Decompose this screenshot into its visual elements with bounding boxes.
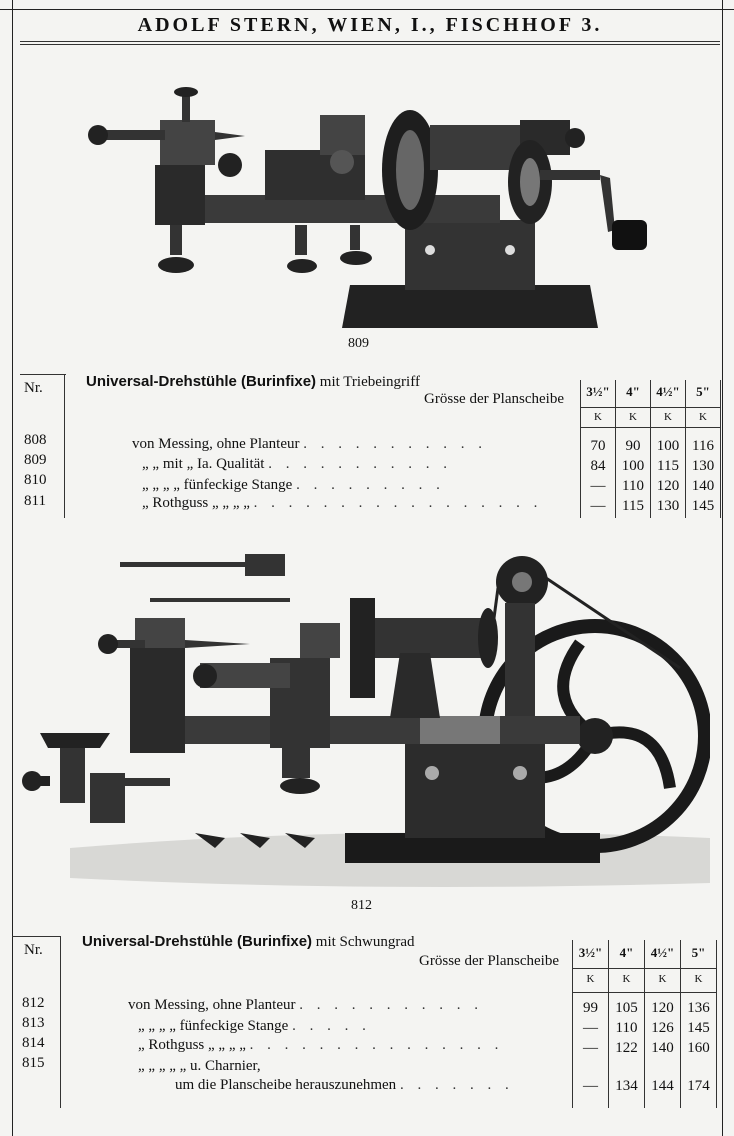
price-cell: 145 <box>687 1020 710 1036</box>
price-cell: — <box>590 478 606 494</box>
size-header: 3½" <box>578 945 603 960</box>
table2-nr: 813 <box>22 1015 45 1031</box>
leader-dots: . . . . . . . . . . . <box>303 436 487 452</box>
lathe-809-illustration <box>80 70 660 335</box>
size-header: 4½" <box>656 384 680 399</box>
price-cell: 145 <box>691 498 715 514</box>
price-column <box>573 940 609 1108</box>
leader-dots: . . . . . . . . . . . . . . . . . <box>253 495 543 511</box>
lathe-812-illustration <box>20 548 710 898</box>
left-border <box>12 0 13 1136</box>
table2-title <box>82 933 415 951</box>
table1-nr-header: Nr. <box>24 380 43 396</box>
table1-desc-text: von Messing, ohne Planteur <box>132 436 300 452</box>
size-header: 3½" <box>586 384 610 399</box>
table2-desc-text: „ „ „ „ „ u. Charnier, <box>138 1058 261 1074</box>
table2-desc-text: um die Planscheibe herauszunehmen <box>175 1077 397 1093</box>
price-cell: 115 <box>657 458 679 474</box>
price-cell: 134 <box>615 1078 638 1094</box>
price-cell: 100 <box>656 438 680 454</box>
price-cell: 140 <box>691 478 715 494</box>
currency-header: K <box>629 411 637 423</box>
price-column <box>681 940 717 1108</box>
table1-desc <box>132 436 487 453</box>
price-cell: — <box>590 498 606 514</box>
price-column <box>651 380 686 518</box>
size-header: 5" <box>691 945 706 960</box>
price-cell: 90 <box>625 438 641 454</box>
price-cell: 122 <box>615 1040 638 1056</box>
table2-desc <box>138 1018 371 1035</box>
currency-header: K <box>622 973 631 985</box>
table2-desc-text: „ Rothguss „ „ „ „ <box>138 1037 246 1053</box>
table1-desc <box>142 495 542 512</box>
currency-header: K <box>694 973 703 985</box>
price-column <box>581 380 616 518</box>
price-cell: 70 <box>590 438 606 454</box>
price-cell: 120 <box>651 1000 674 1016</box>
table1-desc <box>142 477 445 494</box>
price-cell: — <box>583 1020 598 1036</box>
price-cell: 130 <box>656 498 680 514</box>
currency-header: K <box>699 411 707 423</box>
table1-nr-divider <box>64 374 65 518</box>
price-cell: 160 <box>687 1040 710 1056</box>
table2-desc-text: „ „ „ „ fünfeckige Stange <box>138 1018 289 1034</box>
table2-subtitle: Grösse der Planscheibe <box>419 953 559 969</box>
table2-nr-rule <box>12 936 60 937</box>
table1-subtitle: Grösse der Planscheibe <box>424 391 564 407</box>
table2-nr: 812 <box>22 995 45 1011</box>
table2-desc <box>128 997 483 1014</box>
table2-desc-cont <box>175 1077 514 1094</box>
table1-nr: 808 <box>24 432 47 448</box>
leader-dots: . . . . . . . . . <box>296 477 445 493</box>
top-border <box>0 9 734 10</box>
price-cell: 99 <box>583 1000 598 1016</box>
table2-nr: 815 <box>22 1055 45 1071</box>
price-cell: 140 <box>651 1040 674 1056</box>
price-cell: 115 <box>622 498 644 514</box>
table2-desc <box>138 1058 261 1075</box>
table1-title-rest: mit Triebeingriff <box>316 374 420 390</box>
table2-desc <box>138 1037 503 1054</box>
price-cell: 110 <box>615 1020 638 1036</box>
price-cell: 84 <box>590 458 606 474</box>
price-cell: 174 <box>687 1078 710 1094</box>
table1-price-grid <box>580 380 721 518</box>
table2-title-rest: mit Schwungrad <box>312 934 415 950</box>
table2-nr-header: Nr. <box>24 942 43 958</box>
price-cell: 116 <box>692 438 714 454</box>
currency-header: K <box>586 973 595 985</box>
table1-nr: 809 <box>24 452 47 468</box>
price-cell: 105 <box>615 1000 638 1016</box>
price-cell: 130 <box>691 458 715 474</box>
price-cell: 136 <box>687 1000 710 1016</box>
figure-809-caption: 809 <box>348 336 369 351</box>
currency-header: K <box>594 411 602 423</box>
price-cell: 126 <box>651 1020 674 1036</box>
table2-nr: 814 <box>22 1035 45 1051</box>
leader-dots: . . . . . . . . . . . <box>268 456 452 472</box>
currency-header: K <box>664 411 672 423</box>
price-cell: — <box>583 1040 598 1056</box>
size-header: 5" <box>696 384 710 399</box>
figure-812-caption: 812 <box>351 898 372 913</box>
leader-dots: . . . . . . . . . . . . . . . <box>249 1037 504 1053</box>
table1-nr-rule <box>20 374 66 375</box>
price-column <box>609 940 645 1108</box>
price-cell: 100 <box>621 458 645 474</box>
table1-nr: 810 <box>24 472 47 488</box>
leader-dots: . . . . . . . . . . . <box>299 997 483 1013</box>
size-header: 4" <box>619 945 634 960</box>
leader-dots: . . . . . <box>292 1018 371 1034</box>
size-header: 4" <box>626 384 640 399</box>
table1-desc-text: „ Rothguss „ „ „ „ <box>142 495 250 511</box>
leader-dots: . . . . . . . <box>399 1077 514 1093</box>
header-rule <box>20 41 720 45</box>
price-column <box>645 940 681 1108</box>
table1-title <box>86 373 420 391</box>
table1-desc-text: „ „ mit „ Ia. Qualität <box>142 456 265 472</box>
price-column <box>686 380 721 518</box>
table1-desc-text: „ „ „ „ fünfeckige Stange <box>142 477 293 493</box>
right-border <box>722 0 723 1136</box>
table2-nr-divider <box>60 936 61 1108</box>
size-header: 4½" <box>650 945 675 960</box>
currency-header: K <box>658 973 667 985</box>
table1-title-bold: Universal-Drehstühle (Burinfixe) <box>86 373 317 390</box>
price-cell: 110 <box>622 478 644 494</box>
table2-title-bold: Universal-Drehstühle (Burinfixe) <box>82 933 313 950</box>
table2-desc-text: von Messing, ohne Planteur <box>128 997 296 1013</box>
table1-nr: 811 <box>24 493 46 509</box>
page-header: ADOLF STERN, WIEN, I., FISCHHOF 3. <box>137 14 603 36</box>
price-column <box>616 380 651 518</box>
price-cell: — <box>583 1078 598 1094</box>
table2-price-grid <box>572 940 717 1108</box>
table1-desc <box>142 456 452 473</box>
price-cell: 120 <box>656 478 680 494</box>
price-cell: 144 <box>651 1078 674 1094</box>
